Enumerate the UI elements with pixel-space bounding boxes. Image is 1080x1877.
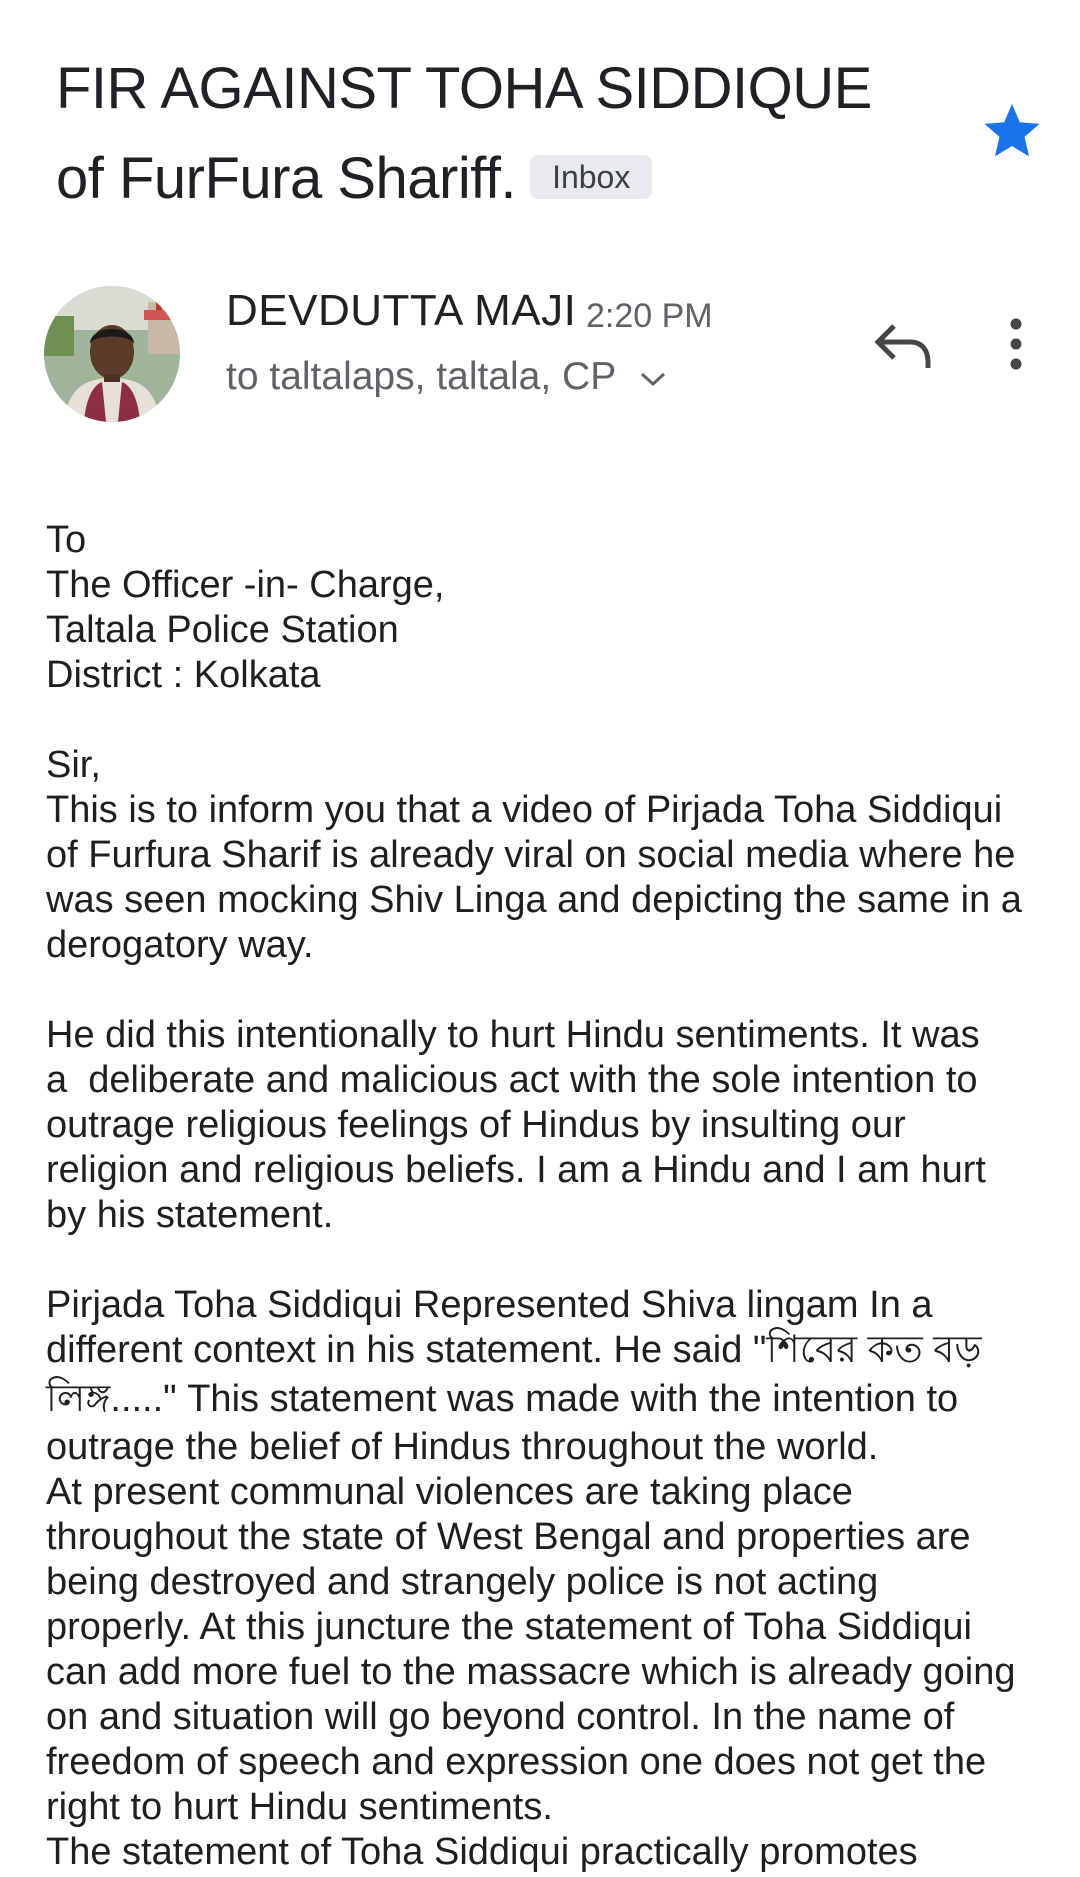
body-line: Pirjada Toha Siddiqui Represented Shiva lingam In a — [46, 1284, 933, 1326]
body-line: Sir, — [46, 744, 101, 786]
body-line: being destroyed and strangely police is not acting — [46, 1561, 879, 1603]
body-line: outrage the belief of Hindus throughout the world. — [46, 1426, 879, 1468]
paragraph-gap — [46, 698, 1046, 743]
paragraph-gap — [46, 968, 1046, 1013]
sender-name[interactable]: DEVDUTTA MAJI — [226, 286, 577, 335]
body-line: The statement of Toha Siddiqui practically promotes — [46, 1831, 918, 1873]
body-line: of Furfura Sharif is already viral on social media where he — [46, 834, 1016, 876]
body-line: At present communal violences are taking place — [46, 1471, 853, 1513]
body-line: District : Kolkata — [46, 654, 321, 696]
body-line: by his statement. — [46, 1194, 334, 1236]
more-vert-icon[interactable] — [998, 316, 1034, 372]
body-line: different context in his statement. He said "শিবের কত বড় — [46, 1329, 982, 1371]
body-line: derogatory way. — [46, 924, 314, 966]
email-body — [46, 518, 1046, 1875]
sender-avatar[interactable] — [44, 286, 180, 422]
body-line: on and situation will go beyond control. In the name of — [46, 1696, 955, 1738]
body-line: a deliberate and malicious act with the sole intention to — [46, 1059, 978, 1101]
body-line: freedom of speech and expression one does not get the — [46, 1741, 987, 1783]
star-icon[interactable] — [980, 98, 1044, 162]
body-line: To — [46, 519, 87, 561]
body-line: outrage religious feelings of Hindus by insulting our — [46, 1104, 906, 1146]
email-time: 2:20 PM — [586, 297, 713, 335]
recipients-toggle[interactable] — [226, 352, 668, 402]
body-line: This is to inform you that a video of Pirjada Toha Siddiqui — [46, 789, 1003, 831]
body-line: was seen mocking Shiv Linga and depicting the same in a — [46, 879, 1022, 921]
reply-icon[interactable] — [870, 314, 934, 374]
avatar-photo — [44, 286, 180, 422]
inbox-label-chip[interactable]: Inbox — [530, 155, 652, 199]
email-subject — [56, 44, 936, 224]
recipients-text: to taltalaps, taltala, CP — [226, 355, 617, 398]
body-line: লিঙ্গ....." This statement was made with the intention to — [46, 1378, 959, 1420]
subject-line-2-wrap — [56, 134, 936, 224]
body-line: properly. At this juncture the statement of Toha Siddiqui — [46, 1606, 972, 1648]
body-line: The Officer -in- Charge, — [46, 564, 445, 606]
paragraph-gap — [46, 1238, 1046, 1283]
body-line: can add more fuel to the massacre which is already going — [46, 1651, 1016, 1693]
subject-line-2: of FurFura Shariff. — [56, 146, 517, 211]
body-line: throughout the state of West Bengal and properties are — [46, 1516, 971, 1558]
body-line: He did this intentionally to hurt Hindu sentiments. It was — [46, 1014, 980, 1056]
chevron-down-icon — [638, 369, 668, 389]
subject-line-1: FIR AGAINST TOHA SIDDIQUE — [56, 56, 872, 121]
body-line: religion and religious beliefs. I am a Hindu and I am hurt — [46, 1149, 986, 1191]
body-line: Taltala Police Station — [46, 609, 399, 651]
body-line: right to hurt Hindu sentiments. — [46, 1786, 553, 1828]
